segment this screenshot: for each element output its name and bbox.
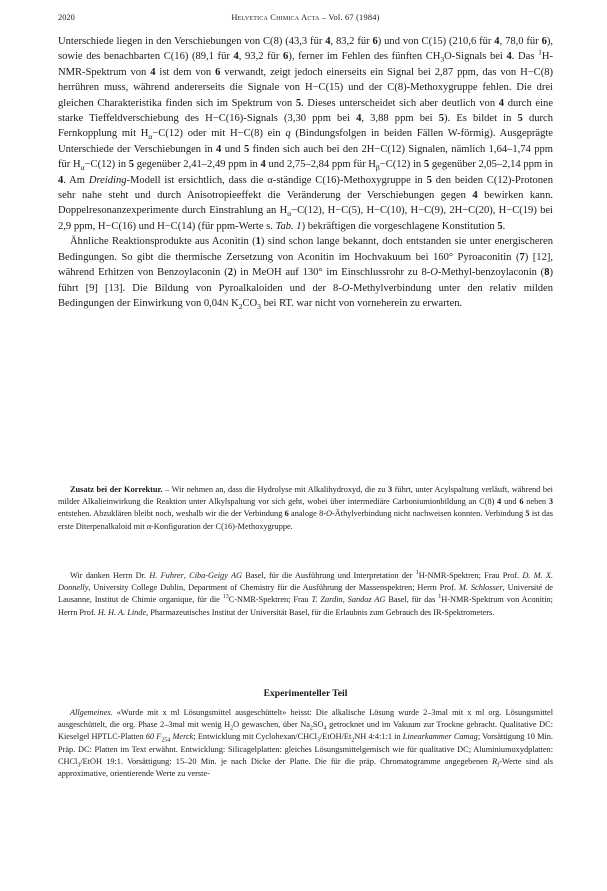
paragraph-reaction-products: Ähnliche Reaktionsprodukte aus Aconitin (1) sind schon lange bekannt, doch entstanden sie unter energischeren Bedingungen. So gibt die thermische Zersetzung von Aconitin im Hochvakuum bei 160° Pyroaconitin (7) [12], während Erhitzen von Benzoylaconin (2) in MeOH auf 130° im Einschlussrohr zu 8-O-Methyl-benzoylaconin (8) führt [9] [13]. Die Bildung von Pyroalkaloiden und der 8-O-Methylverbindung unter den relativ milden Bedingungen der Einwirkung von 0,04N $K_2CO_3$ bei RT. war nicht von vorneherein zu erwarten.	[58, 236, 553, 312]
journal-title	[58, 13, 553, 22]
note-added-in-proof: Zusatz bei der Korrektur. – Wir nehmen an, dass die Hydrolyse mit Alkalihydroxyd, die zu 3 führt, unter Acylspaltung verläuft, während bei milder Alkalieinwirkung die Reaktion unter Alkylspaltung vor sich geht, wobei über intermediäre Carboniumionbildung an C(8) 4 und 6 neben 3 entstehen. Abzuklären bleibt noch, weshalb wir die der Verbindung 6 analoge 8-O-Äthylverbindung nicht nachweisen konnten. Verbindung 5 ist das erste Diterpenalkaloid mit α-Konfiguration der C(16)-Methoxygruppe.	[58, 485, 554, 531]
section-heading: Experimenteller Teil	[263, 688, 348, 699]
running-header	[58, 13, 553, 27]
paragraph-nmr-discussion: Unterschiede liegen in den Verschiebungen von C(8) (43,3 für 4, 83,2 für 6) und von C(15) (210,6 für 4, 78,0 für 6), sowie des benachbarten C(16) (89,1 für 4, 93,2 für 6), ferner im Fehlen des fünften $CH_3O$-Signals bei 4. Das $^1$H-NMR-Spektrum von 4 ist dem von 6 verwandt, zeigt jedoch einerseits ein Signal bei 2,87 ppm, das von H−C(8) herrühren muss, während andererseits die Signale von H−C(15) und der C(8)-Methoxygruppe fehlen. Die drei gleichen Charakteristika finden sich im Spektrum von 5. Dieses unterscheidet sich aber deutlich von 4 durch eine starke Tieffeldverschiebung des H−C(16)-Signals (3,30 ppm bei 4, 3,88 ppm bei 5). Es bildet in 5 durch Fernkopplung mit $H_\alpha-C(12)$ oder mit H−C(8) ein q (Bindungsfolgen in beiden Fällen W-förmig). Ausgeprägte Unterschiede der Verschiebungen in 4 und 5 finden sich auch bei den 2H−C(12) Signalen, nämlich 1,64–1,74 ppm für $H_\alpha-C(12)$ in 5 gegenüber 2,41–2,49 ppm in 4 und 2,75–2,84 ppm für $H_\beta-C(12)$ in 5 gegenüber 2,05–2,14 ppm in 4. Am Dreiding-Modell ist ersichtlich, dass die α-ständige C(16)-Methoxygruppe in 5 den beiden C(12)-Protonen sehr nahe steht und durch Anisotropieeffekt die Veränderung der Verschiebungen gegen 4 bewirken kann. Doppelresonanzexperimente durch Einstrahlung an $H_\alpha-C(12)$, H−C(5), H−C(10), H−C(9), 2H−C(20), H−C(19) bei 2,9 ppm, H−C(16) und H−C(14) (für ppm-Werte s. Tab. 1) bekräftigen die vorgeschlagene Konstitution 5.	[58, 36, 554, 232]
page-number: 2020	[58, 13, 75, 22]
journal-name: Helvetica Chimica Acta	[231, 13, 320, 22]
main-text	[58, 34, 553, 311]
experimental-general: Allgemeines. «Wurde mit x ml Lösungsmittel ausgeschüttelt» heisst: Die alkalische Lösung wurde 2–3mal mit x ml org. Lösungsmittel ausgeschüttelt, die org. Phase 2–3mal mit wenig $H_2O$ gewaschen, über $Na_2SO_4$ getrocknet und im Vakuum zur Trockne gebracht. Qualitative DC: Kieselgel HPTLC-Platten 60 $F_{254}$ Merck; Entwicklung mit Cyclohexan/$CHCl_3/EtOH/Et_2NH$ 4:4:1:1 in Linearkammer Camag; Vorsättigung 10 Min. Präp. DC: Platten im Text erwähnt. Entwicklung: Silicagelplatten: gleiches Lösungsmittelgemisch wie für qualitative DC; Aluminiumoxydplatten: CHCl$_3$/EtOH 19:1. Vorsättigung: 15–20 Min. je nach Dicke der Platte. Die für die präp. Chromatogramme angegebenen $R_f$-Werte sind als approximative, orientierende Werte zu verste-	[58, 708, 553, 779]
acknowledgements: Wir danken Herrn Dr. H. Fuhrer, Ciba-Geigy AG Basel, für die Ausführung und Interpretation der $^1$H-NMR-Spektren; Frau Prof. D. M. X. Donnelly, University College Dublin, Department of Chemistry für die Ausführung der Massenspektren; Herrn Prof. M. Schlosser, Université de Lausanne, Institut de Chimie organique, für die $^{13}$C-NMR-Spektren; Frau T. Zardin, Sandoz AG Basel, für das $^1$H-NMR-Spektrum von Aconitin; Herrn Prof. H. H. A. Linde, Pharmazeutisches Institut der Universität Basel, für die Erlaubnis zum Gebrauch des IR-Spektrometers.	[58, 570, 554, 617]
journal-volume: – Vol. 67 (1984)	[321, 13, 380, 22]
